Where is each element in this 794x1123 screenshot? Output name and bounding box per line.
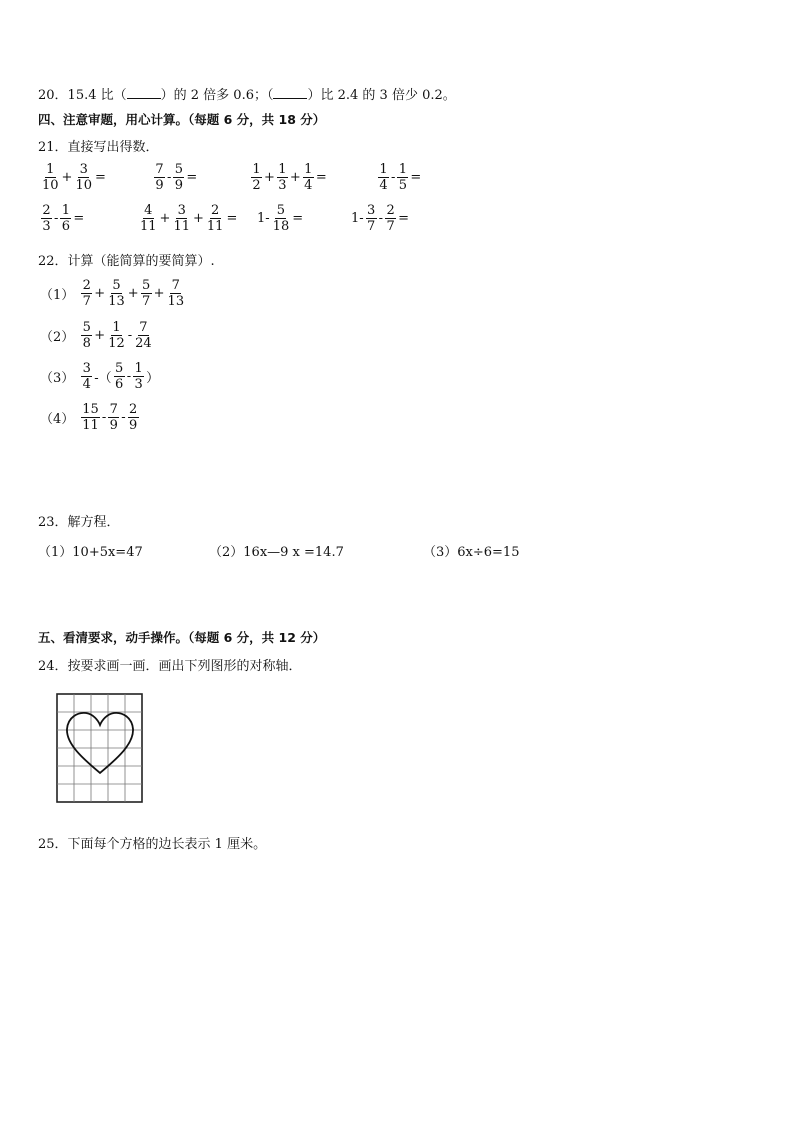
q23-equation-2: （2）16x—9 x =14.7: [209, 545, 344, 560]
section-4-heading: 四、注意审题，用心计算。（每题 6 分，共 18 分）: [38, 112, 326, 127]
fraction: $\frac{5}{8}$: [82, 320, 91, 351]
fraction: $\frac{1}{3}$: [278, 162, 287, 193]
q21-expr-8: 1- $\frac{3}{7}$ - $\frac{2}{7}$ =: [351, 203, 409, 234]
q22-item-3: （3） $\frac{3}{4}$ -（ $\frac{5}{6}$ - $\frac{1}{3}$ ）: [40, 361, 160, 392]
fraction: $\frac{2}{7}$: [386, 203, 395, 234]
fraction: $\frac{1}{10}$: [42, 162, 59, 193]
q22-item-2: （2） $\frac{5}{8}$ + $\frac{1}{12}$ - $\frac{7}{24}$: [40, 320, 152, 351]
q21-expr-5: $\frac{2}{3}$ - $\frac{1}{6}$ =: [42, 203, 85, 234]
fraction: $\frac{7}{9}$: [155, 162, 164, 193]
q23-equation-1: （1）10+5x=47: [38, 545, 143, 560]
question-20: [38, 84, 456, 103]
fraction: $\frac{1}{6}$: [61, 203, 71, 234]
fraction: $\frac{2}{3}$: [42, 203, 51, 234]
fraction: $\frac{3}{10}$: [75, 162, 92, 193]
fraction: $\frac{1}{5}$: [398, 162, 408, 193]
q20-text-1: 20．15.4 比（: [38, 88, 127, 103]
question-22-title: 22．计算（能简算的要简算）.: [38, 254, 215, 269]
fraction: $\frac{3}{11}$: [173, 203, 190, 234]
fraction: $\frac{2}{11}$: [206, 203, 224, 234]
answer-blank-1[interactable]: [127, 86, 161, 99]
fraction: $\frac{1}{3}$: [134, 361, 143, 392]
q20-text-2: ）的 2 倍多 0.6；（: [160, 88, 274, 103]
fraction: $\frac{4}{11}$: [140, 203, 157, 234]
fraction: $\frac{15}{11}$: [82, 402, 99, 433]
q21-expr-2: $\frac{7}{9}$ - $\frac{5}{9}$ =: [155, 162, 198, 193]
fraction: $\frac{1}{4}$: [304, 162, 313, 193]
fraction: $\frac{5}{9}$: [174, 162, 184, 193]
fraction: $\frac{1}{2}$: [252, 162, 261, 193]
question-24-title: 24．按要求画一画．画出下列图形的对称轴．: [38, 659, 302, 674]
section-5-heading: 五、看清要求，动手操作。（每题 6 分，共 12 分）: [38, 630, 326, 645]
fraction: $\frac{1}{4}$: [379, 162, 388, 193]
fraction: $\frac{5}{18}$: [272, 203, 290, 234]
fraction: $\frac{5}{7}$: [142, 278, 151, 309]
fraction: $\frac{3}{4}$: [82, 361, 91, 392]
q21-expr-4: $\frac{1}{4}$ - $\frac{1}{5}$ =: [379, 162, 422, 193]
question-21-title: 21．直接写出得数．: [38, 140, 159, 155]
q22-item-1: （1） $\frac{2}{7}$ + $\frac{5}{13}$ + $\frac{5}{7}$ + $\frac{7}{13}$: [40, 278, 185, 309]
q21-expr-3: $\frac{1}{2}$ + $\frac{1}{3}$ + $\frac{1}{4}$ =: [252, 162, 327, 193]
fraction: $\frac{1}{12}$: [108, 320, 125, 351]
fraction: $\frac{7}{9}$: [109, 402, 118, 433]
q21-expr-6: $\frac{4}{11}$ + $\frac{3}{11}$ + $\frac{2}{11}$ =: [140, 203, 238, 234]
fraction: $\frac{3}{7}$: [367, 203, 376, 234]
fraction: $\frac{5}{13}$: [108, 278, 125, 309]
heart-grid-figure: [56, 693, 144, 805]
q20-text-3: ）比 2.4 的 3 倍少 0.2。: [307, 88, 456, 103]
question-23-title: 23．解方程．: [38, 515, 120, 530]
fraction: $\frac{7}{13}$: [167, 278, 185, 309]
q21-expr-7: 1- $\frac{5}{18}$ =: [257, 203, 304, 234]
fraction: $\frac{5}{6}$: [115, 361, 124, 392]
q21-expr-1: $\frac{1}{10}$ + $\frac{3}{10}$ =: [42, 162, 106, 193]
fraction: $\frac{2}{7}$: [82, 278, 91, 309]
q23-equation-3: （3）6x÷6=15: [423, 545, 520, 560]
fraction: $\frac{2}{9}$: [129, 402, 138, 433]
q22-item-4: （4） $\frac{15}{11}$ - $\frac{7}{9}$ - $\frac{2}{9}$: [40, 402, 138, 433]
question-25-title: 25．下面每个方格的边长表示 1 厘米。: [38, 837, 267, 852]
answer-blank-2[interactable]: [273, 86, 307, 99]
fraction: $\frac{7}{24}$: [135, 320, 152, 351]
